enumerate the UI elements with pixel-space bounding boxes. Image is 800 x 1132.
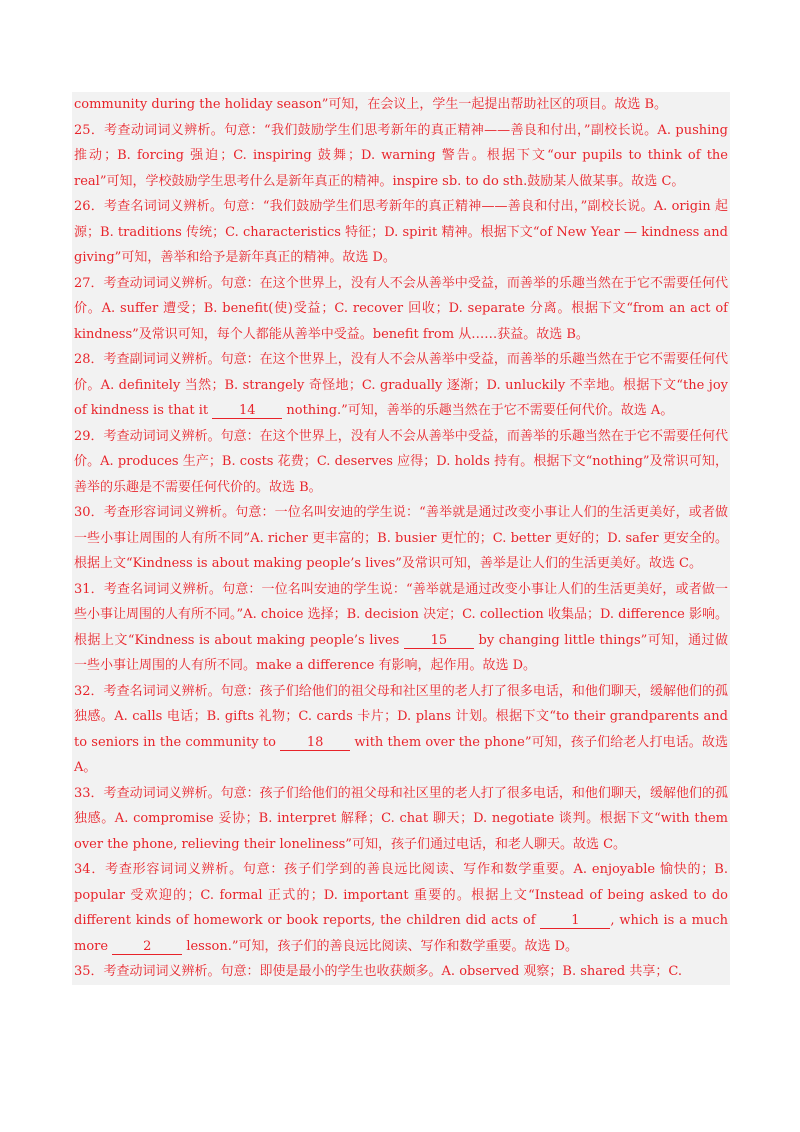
paragraph-text: 31．考查名词词义辨析。句意：一位名叫安迪的学生说：“善举就是通过改变小事让人们的生活更美好，或者做一些小事让周围的人有所不同。”A. choice 选择；B. decision 决定；C. collection 收集品；D. difference 影响。根据上文“Kindness is about making people’s lives [74,581,728,648]
explanation-paragraph [74,92,728,118]
paragraph-text: 33．考查动词词义辨析。句意：孩子们给他们的祖父母和社区里的老人打了很多电话，和他们聊天，缓解他们的孤独感。A. compromise 妥协；B. interpret 解释；C. chat 聊天；D. negotiate 谈判。根据下文“with them over the phone, relieving their loneliness”可知，孩子们通过电话，和老人聊天。故选 C。 [74,785,728,852]
explanation-paragraph [74,679,728,781]
explanation-paragraph [74,500,728,577]
paragraph-text: , which is a much more [74,913,728,954]
answer-explanations [72,92,730,985]
blank-number: 2 [112,939,182,955]
explanation-paragraph [74,271,728,348]
paragraph-text: lesson.”可知，孩子们的善良远比阅读、写作和数学重要。故选 D。 [182,938,579,954]
paragraph-text: with them over the phone”可知，孩子们给老人打电话。故选 A。 [74,734,729,775]
paragraph-text: 34．考查形容词词义辨析。句意：孩子们学到的善良远比阅读、写作和数学重要。A. enjoyable 愉快的；B. popular 受欢迎的；C. formal 正式的；D. important 重要的。根据上文“Instead of being asked to do different kinds of homework or book reports, the children did acts of [74,862,728,928]
paragraph-text: 28．考查副词词义辨析。句意：在这个世界上，没有人不会从善举中受益，而善举的乐趣当然在于它不需要任何代价。A. definitely 当然；B. strangely 奇怪地；C. gradually 逐渐；D. unluckily 不幸地。根据下文“the joy of kindness is that it [74,352,728,418]
paragraph-text: 26．考查名词词义辨析。句意：“我们鼓励学生们思考新年的真正精神——善良和付出，”副校长说。A. origin 起源；B. traditions 传统；C. characteristics 特征；D. spirit 精神。根据下文“of New Year — kindness and giving”可知，善举和给予是新年真正的精神。故选 D。 [74,199,728,265]
explanation-paragraph [74,194,728,271]
paragraph-text: 30．考查形容词词义辨析。句意：一位名叫安迪的学生说：“善举就是通过改变小事让人们的生活更美好，或者做一些小事让周围的人有所不同”A. richer 更丰富的；B. busier 更忙的；C. better 更好的；D. safer 更安全的。根据上文“Kindness is about making people’s lives”及常识可知，善举是让人们的生活更美好。故选 C。 [74,505,728,571]
paragraph-text: nothing.”可知，善举的乐趣当然在于它不需要任何代价。故选 A。 [282,403,674,418]
explanation-paragraph [74,424,728,501]
explanation-paragraph [74,347,728,424]
blank-number: 14 [212,403,282,419]
explanation-paragraph [74,959,728,985]
paragraph-text: community during the holiday season”可知，在会议上，学生一起提出帮助社区的项目。故选 B。 [74,97,668,112]
explanation-paragraph [74,781,728,858]
explanation-paragraph [74,857,728,959]
blank-number: 15 [404,633,474,649]
blank-number: 18 [280,735,350,751]
paragraph-text: 35．考查动词词义辨析。句意：即使是最小的学生也收获颇多。A. observed 观察；B. shared 共享；C. [74,964,683,979]
blank-number: 1 [540,913,610,929]
explanation-paragraph [74,577,728,679]
paragraph-text: 32．考查名词词义辨析。句意：孩子们给他们的祖父母和社区里的老人打了很多电话，和他们聊天，缓解他们的孤独感。A. calls 电话；B. gifts 礼物；C. cards 卡片；D. plans 计划。根据下文“to their grandparents and to seniors in the community to [74,683,728,750]
paragraph-text: by changing little things”可知，通过做一些小事让周围的人有所不同。make a difference 有影响，起作用。故选 D。 [74,632,729,673]
paragraph-text: 27．考查动词词义辨析。句意：在这个世界上，没有人不会从善举中受益，而善举的乐趣当然在于它不需要任何代价。A. suffer 遭受；B. benefit(使)受益；C. recover 回收；D. separate 分离。根据下文“from an act of kindness”及常识可知，每个人都能从善举中受益。benefit from 从……获益。故选 B。 [74,275,728,342]
explanation-paragraph [74,118,728,195]
paragraph-text: 25．考查动词词义辨析。句意：“我们鼓励学生们思考新年的真正精神——善良和付出，”副校长说。A. pushing 推动；B. forcing 强迫；C. inspiring 鼓舞；D. warning 警告。根据下文“our pupils to think of the real”可知，学校鼓励学生思考什么是新年真正的精神。inspire sb. to do sth.鼓励某人做某事。故选 C。 [74,122,728,189]
paragraph-text: 29．考查动词词义辨析。句意：在这个世界上，没有人不会从善举中受益，而善举的乐趣当然在于它不需要任何代价。A. produces 生产；B. costs 花费；C. deserves 应得；D. holds 持有。根据下文“nothing”及常识可知，善举的乐趣是不需要任何代价的。故选 B。 [74,428,728,495]
